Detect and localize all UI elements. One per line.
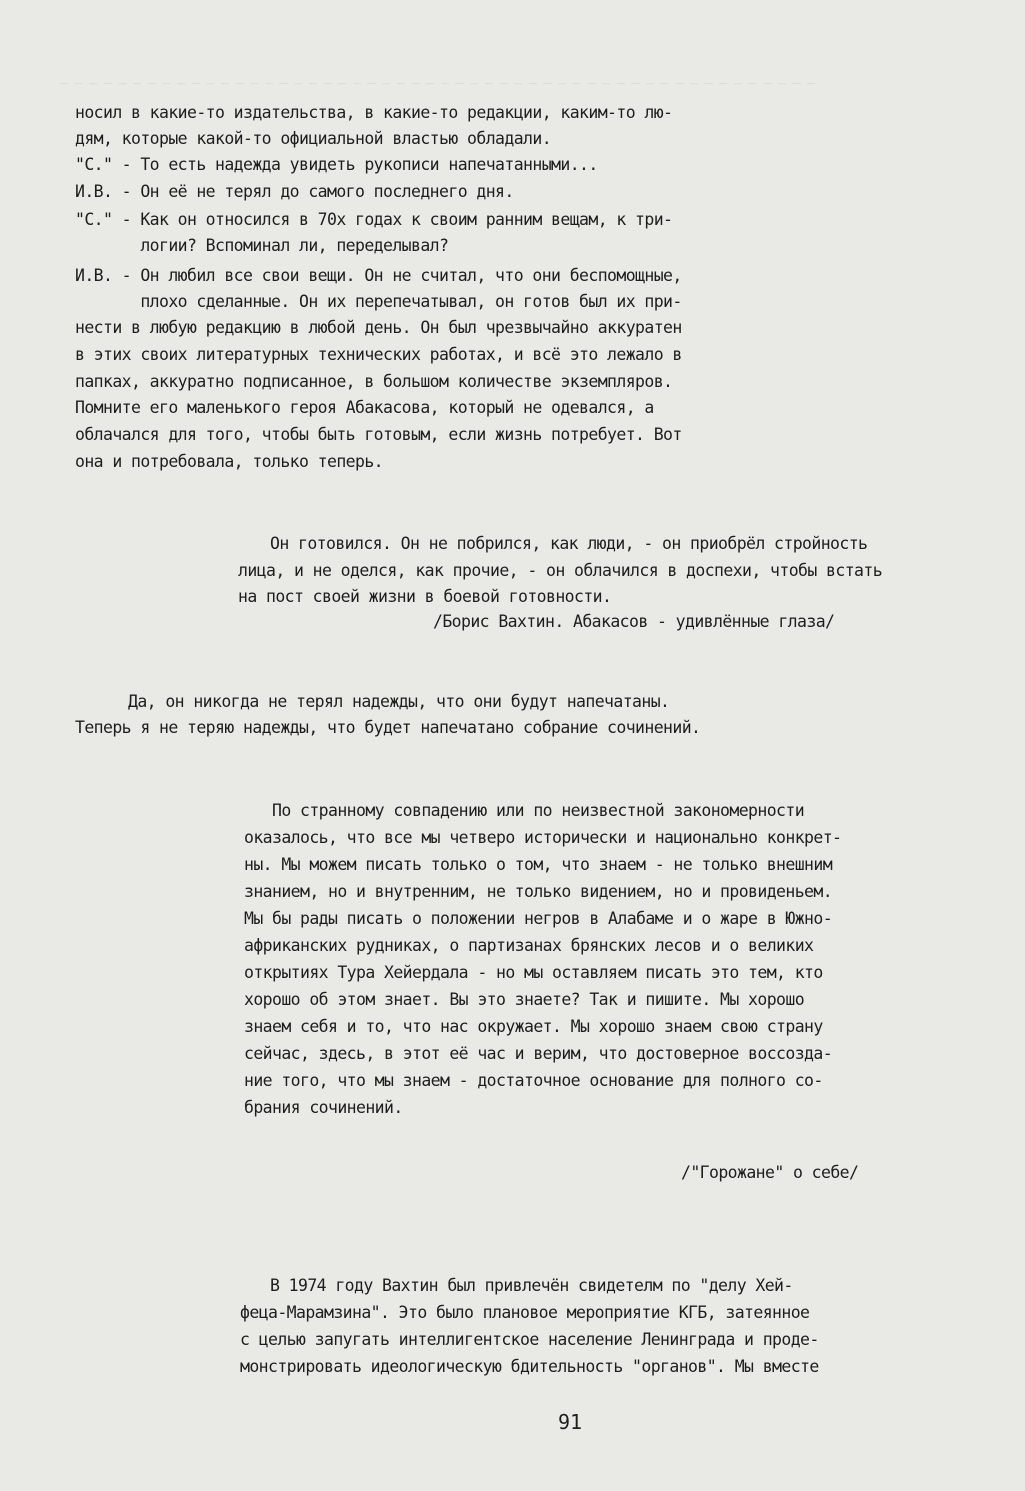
text-line: И.В. - Он её не терял до самого последнего дня. — [75, 182, 514, 201]
text-line: монстрировать идеологическую бдительность "органов". Мы вместе — [240, 1357, 819, 1376]
text-line: Теперь я не теряю надежды, что будет напечатано собрание сочинений. — [75, 718, 701, 737]
quote-line: хорошо об этом знает. Вы это знаете? Так и пишите. Мы хорошо — [244, 990, 805, 1009]
text-line: феца-Марамзина". Это было плановое мероприятие КГБ, затеянное — [240, 1303, 810, 1322]
text-line: нести в любую редакцию в любой день. Он был чрезвычайно аккуратен — [75, 318, 682, 337]
quote-attribution: /Борис Вахтин. Абакасов - удивлённые глаза/ — [433, 612, 835, 631]
text-line: Да, он никогда не терял надежды, что они будут напечатаны. — [128, 692, 670, 711]
text-line: облачался для того, чтобы быть готовым, если жизнь потребует. Вот — [75, 425, 682, 444]
quote-line: открытиях Тура Хейердала - но мы оставляем писать это тем, кто — [244, 963, 823, 982]
quote-line: Мы бы рады писать о положении негров в Алабаме и о жаре в Южно- — [244, 909, 833, 928]
text-line: логии? Вспоминал ли, переделывал? — [75, 236, 449, 255]
text-line: плохо сделанные. Он их перепечатывал, он готов был их при- — [75, 292, 682, 311]
quote-line: оказалось, что все мы четверо исторически и национально конкрет- — [244, 828, 842, 847]
text-line: в этих своих литературных технических работах, и всё это лежало в — [75, 345, 682, 364]
text-line: И.В. - Он любил все свои вещи. Он не считал, что они беспомощные, — [75, 266, 682, 285]
quote-line: знаем себя и то, что нас окружает. Мы хорошо знаем свою страну — [244, 1017, 823, 1036]
quote-line: знанием, но и внутренним, не только видением, но и провиденьем. — [244, 882, 833, 901]
quote-line: ние того, что мы знаем - достаточное основание для полного со- — [244, 1071, 823, 1090]
text-line: Помните его маленького героя Абакасова, который не одевался, а — [75, 398, 654, 417]
quote-line: По странному совпадению или по неизвестной закономерности — [272, 801, 805, 820]
quote-line: ны. Мы можем писать только о том, что знаем - не только внешним — [244, 855, 833, 874]
quote-line: сейчас, здесь, в этот её час и верим, что достоверное воссозда- — [244, 1044, 833, 1063]
bleed-through: _ _ _ _ _ _ _ _ _ _ _ _ _ _ _ _ _ _ _ _ _ _ _ _ _ _ _ _ _ _ _ _ _ _ _ _ _ _ _ _ _ _ _ _ _ _ _ _ _ _ _ _ — [60, 70, 815, 85]
text-line: В 1974 году Вахтин был привлечён свидетелм по "делу Хей- — [270, 1276, 793, 1295]
quote-line: Он готовился. Он не побрился, как люди, - он приобрёл стройность — [270, 534, 868, 553]
page-number: 91 — [558, 1410, 583, 1434]
quote-attribution: /"Горожане" о себе/ — [681, 1163, 859, 1182]
quote-line: африканских рудниках, о партизанах брянских лесов и о великих — [244, 936, 814, 955]
text-line: носил в какие-то издательства, в какие-то редакции, каким-то лю- — [75, 103, 673, 122]
quote-line: на пост своей жизни в боевой готовности. — [238, 587, 612, 606]
text-line: "С." - То есть надежда увидеть рукописи напечатанными... — [75, 155, 598, 174]
text-line: она и потребовала, только теперь. — [75, 452, 384, 471]
quote-line: лица, и не оделся, как прочие, - он облачился в доспехи, чтобы встать — [238, 561, 883, 580]
text-line: папках, аккуратно подписанное, в большом количестве экземпляров. — [75, 372, 673, 391]
quote-line: брания сочинений. — [244, 1098, 403, 1117]
text-line: с целью запугать интеллигентское население Ленинграда и проде- — [240, 1330, 819, 1349]
text-line: дям, которые какой-то официальной властью обладали. — [75, 129, 552, 148]
text-line: "С." - Как он относился в 70х годах к своим ранним вещам, к три- — [75, 210, 673, 229]
